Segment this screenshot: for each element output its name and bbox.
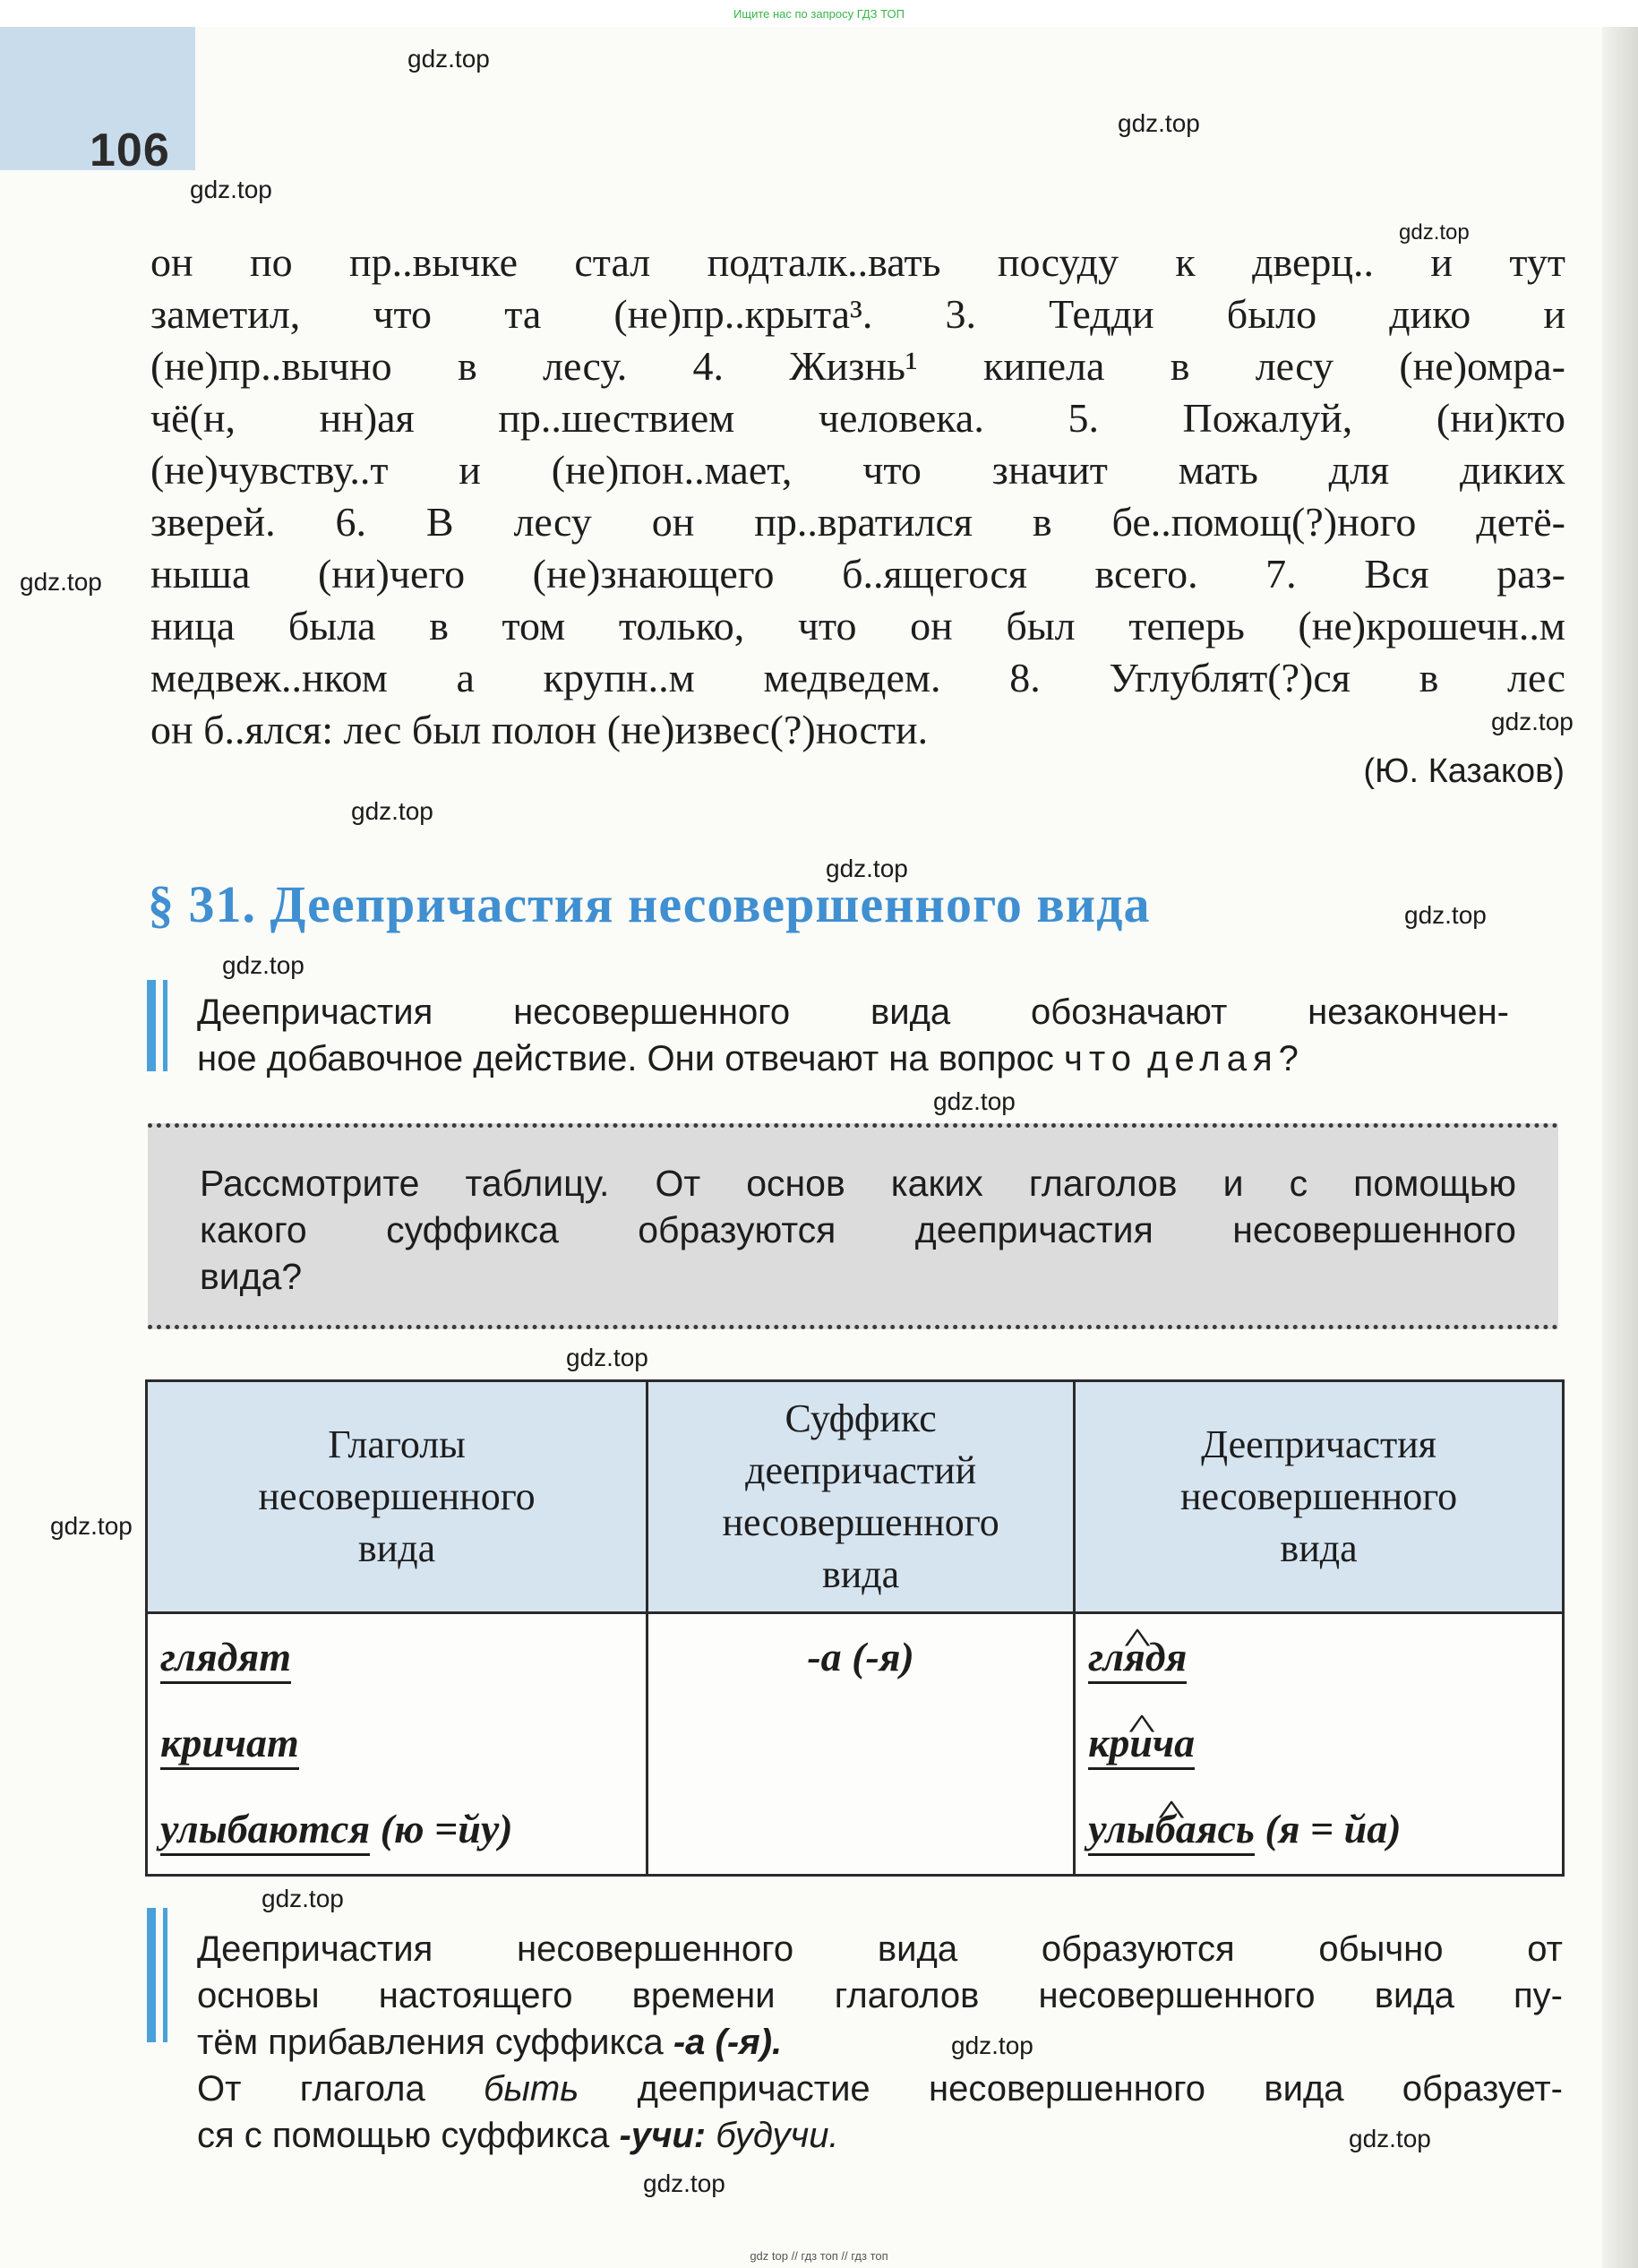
exercise-line: (не)чувству..т и (не)пон..мает, что значит мать для диких (150, 447, 1565, 493)
header-line: деепричастий (745, 1448, 977, 1492)
rule-marker (147, 1908, 156, 2042)
suffix-term: -а (-я). (673, 2023, 783, 2062)
exercise-line: чё(н, нн)ая пр..шествием человека. 5. Пожалуй, (ни)кто (150, 395, 1565, 441)
participles-cell (1075, 1613, 1564, 1876)
header-suffix (647, 1381, 1075, 1613)
watermark: gdz.top (643, 2169, 725, 2197)
watermark: gdz.top (1349, 2125, 1431, 2152)
watermark: gdz.top (1399, 220, 1470, 245)
header-line: несовершенного (1179, 1474, 1458, 1518)
verb-stem: улыбаются (160, 1806, 370, 1856)
header-line: несовершенного (722, 1500, 999, 1544)
participle-note: (я = йа) (1265, 1806, 1402, 1851)
rule-line (197, 2066, 1563, 2112)
verb-term: быть (484, 2069, 579, 2109)
exercise-line: медвеж..нком а крупн..м медведем. 8. Углублят(?)ся в лес (150, 655, 1565, 700)
rule-line (197, 2112, 1563, 2159)
rule-line-text: тём прибавления суффикса (197, 2023, 673, 2062)
example-term: будучи. (716, 2116, 839, 2155)
watermark: gdz.top (407, 45, 490, 73)
grammar-table (145, 1379, 1565, 1877)
task-line: вида? (200, 1256, 303, 1297)
watermark: gdz.top (262, 1885, 344, 1912)
header-line: Суффикс (785, 1396, 937, 1440)
rule-formation (197, 1926, 1563, 2066)
rule-line: Деепричастия несовершенного вида образуются обычно от (197, 1929, 1563, 1969)
page-edge (1602, 27, 1638, 2268)
header-line: вида (357, 1526, 436, 1570)
header-line: Деепричастия (1201, 1422, 1436, 1466)
exercise-line: (не)пр..вычно в лесу. 4. Жизнь¹ кипела в лесу (не)омра- (150, 343, 1565, 389)
watermark: gdz.top (1491, 708, 1574, 735)
verb-example (160, 1700, 633, 1786)
suffix-cell (647, 1613, 1075, 1876)
rule-definition (197, 989, 1509, 1082)
watermark: gdz.top (222, 951, 304, 979)
rule-line (197, 1035, 1509, 1082)
question-mark: ? (1278, 1039, 1299, 1078)
rule-marker (147, 980, 156, 1071)
table-row (147, 1613, 1564, 1876)
rule-marker (163, 980, 167, 1071)
watermark: gdz.top (566, 1344, 648, 1371)
exercise-line: он б..ялся: лес был полон (не)извес(?)ности. (150, 707, 929, 752)
table-header-row (147, 1381, 1564, 1613)
suffix-term: -учи: (619, 2116, 707, 2155)
section-title: § 31. Деепричастия несовершенного вида (148, 875, 1151, 933)
exercise-line: ныша (ни)чего (не)знающего б..ящегося всего. 7. Вся раз- (150, 551, 1565, 597)
suffix-value: -а (-я) (807, 1634, 914, 1680)
task-box (148, 1123, 1558, 1329)
exercise-line: он по пр..вычке стал подталк..вать посуду к дверц.. и тут (150, 239, 1565, 285)
top-strip (0, 0, 1638, 27)
watermark: gdz.top (190, 176, 272, 203)
header-line: несовершенного (258, 1474, 536, 1518)
watermark: gdz.top (1118, 109, 1200, 137)
question-word: что (1064, 1039, 1137, 1078)
verb-stem: глядят (160, 1634, 291, 1684)
page-number: 106 (90, 125, 170, 176)
exercise-author: (Ю. Казаков) (1363, 752, 1565, 790)
question-word: делая (1147, 1039, 1279, 1078)
watermark: gdz.top (1404, 901, 1487, 929)
rule-line: основы настоящего времени глаголов несовершенного вида пу- (197, 1976, 1563, 2015)
exercise-line: зверей. 6. В лесу он пр..вратился в бе..помощ(?)ного детё- (150, 499, 1565, 545)
header-line: вида (821, 1552, 900, 1596)
rule-line: Деепричастия несовершенного вида обозначают незакончен- (197, 992, 1509, 1032)
header-line: вида (1280, 1526, 1358, 1570)
top-note: Ищите нас по запросу ГДЗ ТОП (733, 7, 905, 21)
watermark: gdz.top (826, 855, 908, 882)
verb-stem: кричат (160, 1720, 299, 1770)
verb-note: (ю =йу) (380, 1806, 513, 1851)
verb-example (160, 1614, 633, 1700)
participle-form: ^ глядя (1088, 1634, 1187, 1684)
header-verbs (147, 1381, 647, 1613)
watermark: gdz.top (951, 2032, 1033, 2059)
participle-form: ^ крича (1088, 1720, 1195, 1770)
participle-form: ^ улыбаясь (1088, 1806, 1255, 1856)
watermark: gdz.top (50, 1512, 133, 1540)
participle-example (1088, 1614, 1549, 1700)
exercise-line: ница была в том только, что он был теперь (не)крошечн..м (150, 603, 1565, 649)
participle-example (1088, 1786, 1549, 1872)
rule-line-text: ся с помощью суффикса (197, 2116, 620, 2155)
exercise-text (150, 236, 1565, 756)
exercise-line: заметил, что та (не)пр..крыта³. 3. Тедди было дико и (150, 291, 1565, 337)
watermark: gdz.top (351, 797, 433, 825)
verb-example (160, 1786, 633, 1872)
rule-line-text: ное добавочное действие. Они отвечают на вопрос (197, 1039, 1065, 1078)
task-text (200, 1160, 1516, 1300)
rule-line-text: деепричастие несовершенного вида образует- (579, 2069, 1563, 2109)
watermark: gdz.top (20, 568, 102, 596)
task-line: какого суффикса образуются деепричастия несовершенного (200, 1209, 1516, 1250)
verbs-cell (147, 1613, 647, 1876)
watermark: gdz.top (933, 1087, 1016, 1115)
rule-exception (197, 2066, 1563, 2159)
rule-line-text: От глагола (197, 2069, 484, 2109)
rule-marker (163, 1908, 167, 2042)
rule-line (197, 2019, 1563, 2066)
header-line: Глаголы (328, 1422, 466, 1466)
task-line: Рассмотрите таблицу. От основ каких глаголов и с помощью (200, 1163, 1516, 1204)
header-participles (1075, 1381, 1564, 1613)
footer-note: gdz top // гдз топ // гдз топ (750, 2249, 888, 2263)
